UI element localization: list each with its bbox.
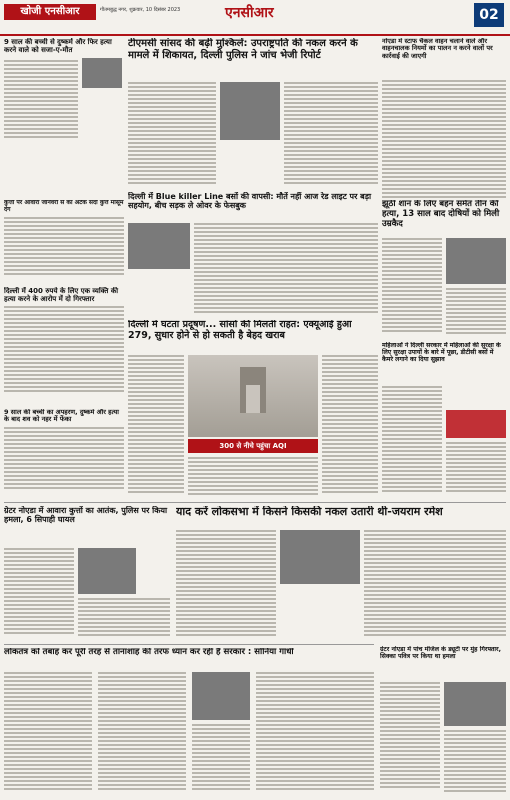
story-1 (4, 38, 124, 150)
story-12-body-4 (256, 672, 374, 792)
story-7-body (4, 217, 124, 275)
story-4-body-area (128, 223, 378, 318)
story-12-body-area (4, 672, 374, 796)
story-5-body (128, 355, 184, 495)
story-5-headline: दिल्ली में घटता प्रदूषण... सांसों की मिलती राहत: एक्यूआई हुआ 279, सुधार होने से हो सकती है बेहद खराब (128, 320, 352, 341)
story-11-body (176, 530, 276, 638)
story-9-body (4, 427, 124, 489)
story-3-headline: नोएडा में स्टाफ चैकल वाहन चलाने वाले और वाहनचालक नियमों का पालन न करने वालों पर कार्रवाई की जाएगी (382, 38, 493, 60)
story-10-body (4, 548, 74, 636)
story-5-body-3 (188, 457, 318, 497)
story-13-body (380, 682, 440, 790)
story-3-body (382, 80, 506, 198)
story-14-body-area (382, 386, 506, 498)
story-11 (176, 506, 506, 528)
story-4-body (194, 223, 378, 315)
story-6-photo (446, 238, 506, 284)
divider (4, 502, 506, 503)
story-4-photo (128, 223, 190, 269)
sonia-gandhi-photo (192, 672, 250, 720)
story-6-body (382, 238, 442, 334)
section-title: एनसीआर (225, 5, 274, 21)
story-2 (128, 38, 378, 80)
story-10-headline: ग्रेटर नोएडा में आवारा कुत्तों का आतंक, पुलिस पर किया हमला, 6 सिपाही घायल (4, 506, 168, 525)
story-14-body (382, 386, 442, 494)
story-3 (382, 38, 506, 78)
story-11-body-2 (364, 530, 506, 638)
stray-dog-photo (78, 548, 136, 594)
story-12-body-3 (192, 724, 250, 792)
aqi-badge: 300 से नीचे पहुंचा AQI (188, 439, 318, 453)
story-4 (128, 192, 378, 222)
story-13-photo (444, 682, 506, 726)
dateline: गौतमबुद्ध नगर, शुक्रवार, 10 दिसंबर 2023 (100, 7, 181, 13)
story-9-headline: 9 साल की बच्ची का अपहरण, दुष्कर्म और हत्या के बाद शव को नहर में फेंका (4, 409, 119, 424)
story-1-headline: 9 साल की बच्ची से दुष्कर्म और फिर हत्या करने वाले को सजा-ए-मौत (4, 38, 112, 55)
india-gate-smog-photo (188, 355, 318, 437)
story-10 (4, 506, 170, 546)
story-2-body-area (128, 82, 378, 190)
story-11-headline: याद करें लोकसभा में किसने किसकी नकल उतारी थी-जयराम रमेश (176, 506, 443, 518)
jairam-ramesh-photo (280, 530, 360, 584)
story-14-headline: महिलाओं ने दिल्ली सरकार में महिलाओं की सुरक्षा के लिए सुरक्षा उपायों के बारे में पूछा, डीटीसी बसों में कैमरे लगाने का दिया सुझाव (382, 342, 501, 364)
divider-2 (4, 644, 374, 645)
story-14-body-2 (446, 442, 506, 494)
story-6-body-area (382, 238, 506, 338)
story-7-headline: कुत्तों पर आवारा जानवरों से का अटैक सदा कुत्ते मासूम दंग (4, 200, 124, 213)
story-8-headline: दिल्ली में 400 रुपये के लिए एक व्यक्ति की हत्या करने के आरोप में दो गिरफ्तार (4, 287, 119, 304)
story-13 (380, 646, 506, 680)
story-5-body-area (128, 355, 378, 500)
story-3-body-area (382, 80, 506, 200)
story-13-headline: ग्रेटर नोएडा में पांच मंजिल के ड्यूटी पर मुंह गिरफ्तार, सिक्का पवित्र पर किया था हमला (380, 646, 502, 661)
story-1-body (4, 60, 78, 140)
story-2-body-2 (284, 82, 378, 186)
story-2-body (128, 82, 216, 186)
story-4-headline: दिल्ली में Blue killer Line बसों की वापसी: मौतें नहीं आज रेड लाइट पर बड़ा सहयोग, बीच सड़क ले ओवर के फेसबुक (128, 192, 372, 211)
story-8-body (4, 306, 124, 392)
page-number: 02 (474, 3, 504, 27)
story-12-body (4, 672, 92, 792)
story-13-body-area (380, 682, 506, 796)
story-5-body-2 (322, 355, 378, 495)
masthead (0, 0, 510, 36)
story-10-body-2 (78, 598, 170, 638)
story-13-body-2 (444, 730, 506, 794)
story-8 (4, 287, 124, 405)
story-5 (128, 320, 378, 354)
story-1-photo (82, 58, 122, 88)
story-9 (4, 409, 124, 495)
story-11-body-area (176, 530, 506, 642)
brand-logo: खोजी एनसीआर (4, 4, 96, 20)
india-gate-arch (246, 385, 260, 413)
story-12-headline: लोकतंत्र को तबाह कर पूरी तरह से तानाशाह की तरफ ध्यान कर रही है सरकार : सोनिया गांधी (4, 648, 294, 657)
dtc-bus-photo (446, 410, 506, 438)
story-7 (4, 200, 124, 280)
story-6-headline: झूठी शान के लिए बहन समेत तीन की हत्या, 13 साल बाद दोषियों को मिली उम्रकैद (382, 200, 500, 229)
story-6-body-2 (446, 288, 506, 336)
story-2-headline: टीएमसी सांसद की बढ़ी मुश्किलें: उपराष्ट्रपति की नकल करने के मामले में शिकायत, दिल्ली पुलिस ने जांच भेजी रिपोर्ट (128, 38, 358, 61)
story-10-body-area (4, 548, 170, 638)
story-14 (382, 342, 506, 384)
story-12-body-2 (98, 672, 186, 792)
story-2-photo (220, 82, 280, 140)
story-12 (4, 648, 374, 670)
story-6 (382, 200, 506, 236)
